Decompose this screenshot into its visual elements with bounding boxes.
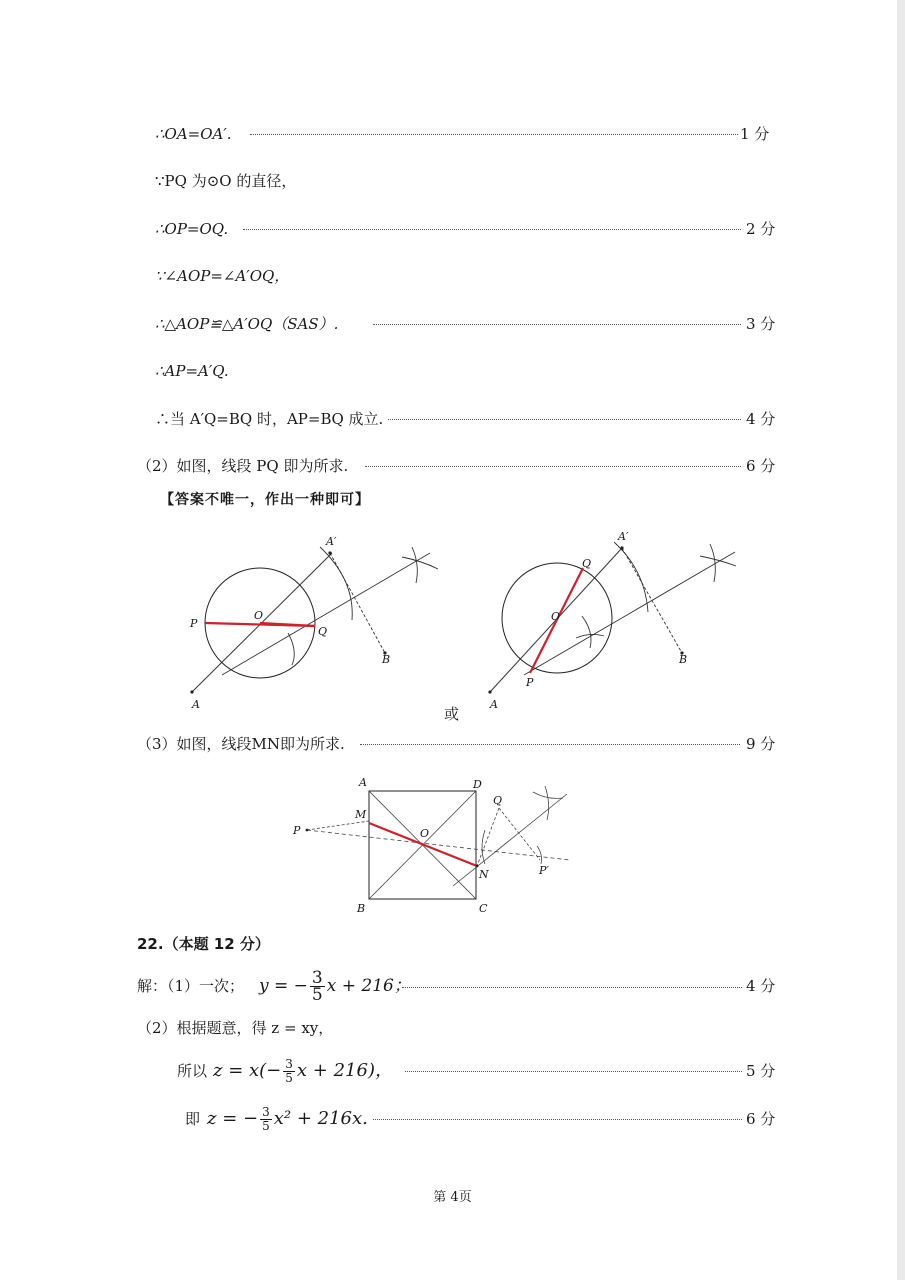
label-p: P: [526, 676, 534, 689]
part2-line: [0, 452, 905, 480]
label-b: B: [382, 653, 391, 666]
figure-2: [480, 520, 740, 715]
proof-text: ∴AP=A′Q.: [155, 362, 229, 380]
frac-den: 5: [262, 1118, 270, 1133]
arc-a2: [320, 547, 352, 620]
score-points: 2 分: [746, 220, 776, 238]
label-o: O: [551, 610, 561, 623]
leader-dots: [243, 229, 741, 230]
label-p: P: [293, 824, 301, 837]
score-points: 1 分: [740, 125, 770, 143]
score-points: 6 分: [746, 457, 776, 475]
label-n: N: [479, 868, 489, 881]
q22-part2-line: [0, 1014, 905, 1042]
point-p: [306, 829, 309, 832]
proof-line-7: [0, 405, 905, 433]
frac-num: 3: [262, 1104, 270, 1119]
eq2-left: z = x(−: [213, 1060, 282, 1081]
note-text: 【答案不唯一，作出一种即可】: [160, 492, 370, 508]
arc-mark-2: [545, 786, 549, 820]
label-o: O: [420, 827, 430, 840]
part2-text: （2）根据题意，得 z = xy，: [137, 1019, 334, 1037]
q22-ji-line: [0, 1095, 905, 1143]
note-line: [0, 486, 905, 514]
arc-mark-3: [288, 633, 294, 665]
label-q: Q: [582, 557, 592, 570]
dashed-p-p2: [307, 830, 570, 860]
proof-line-3: [0, 215, 905, 243]
label-a-prime: A′: [618, 530, 629, 543]
leader-dots: [365, 466, 741, 467]
bisector-line: [453, 794, 567, 886]
point-a: [190, 690, 193, 693]
part3-line: [0, 730, 905, 758]
label-o: O: [254, 609, 264, 622]
proof-line-6: [0, 357, 905, 385]
proof-line-2: [0, 167, 905, 195]
label-m: M: [355, 808, 367, 821]
frac-num: 3: [285, 1056, 293, 1071]
proof-text: （2）如图，线段 PQ 即为所求.: [137, 457, 349, 475]
point-a: [488, 690, 491, 693]
dashed-q-p2: [499, 808, 540, 860]
arc-a2: [614, 542, 648, 612]
label-p-prime: P′: [539, 864, 549, 877]
leader-dots: [388, 419, 741, 420]
figure-or-line: [0, 700, 905, 728]
leader-dots: [402, 987, 742, 988]
arc-mark-1: [412, 547, 417, 583]
arc-mark-4: [537, 846, 542, 864]
q22-heading-line: [0, 930, 905, 958]
q22-so-line: [0, 1046, 905, 1096]
proof-line-5: [0, 310, 905, 338]
frac-den: 5: [311, 985, 323, 1005]
equation-1: [259, 960, 411, 1012]
proof-line-1: [0, 120, 905, 148]
label-d: D: [473, 778, 482, 791]
ji-prefix: 即: [185, 1110, 201, 1128]
leader-dots: [373, 1119, 742, 1120]
label-p: P: [190, 617, 198, 630]
fraction: [310, 970, 325, 1003]
proof-text: ∴OA=OA′.: [155, 125, 232, 143]
label-a: A: [359, 776, 367, 789]
point-a2: [620, 546, 623, 549]
arc-mark-2: [700, 556, 736, 566]
proof-text: ∵PQ 为⊙O 的直径，: [155, 172, 297, 190]
score-points: 4 分: [746, 977, 776, 995]
score-points: 5 分: [746, 1062, 776, 1080]
leader-dots: [250, 134, 738, 135]
point-n: [476, 865, 479, 868]
label-b: B: [679, 653, 688, 666]
score-points: 3 分: [746, 315, 776, 333]
q22-solution-line: [0, 960, 905, 1012]
arc-mark-1: [710, 544, 715, 582]
figure-3: [285, 770, 585, 920]
arc-mark-3: [582, 616, 591, 648]
proof-text: ∵∠AOP=∠A′OQ，: [155, 267, 290, 285]
proof-text: ∴当 A′Q=BQ 时，AP=BQ 成立.: [155, 410, 384, 428]
leader-dots: [360, 744, 740, 745]
frac-den: 5: [285, 1070, 293, 1085]
label-q: Q: [318, 625, 328, 638]
eq2-right: x + 216)，: [296, 1060, 393, 1081]
label-b: B: [357, 902, 366, 915]
label-a: A: [490, 698, 498, 711]
score-points: 9 分: [746, 735, 776, 753]
page-footer: 第 4页: [433, 1190, 472, 1205]
equation-3: [207, 1095, 368, 1143]
q22-heading: 22.（本题 12 分）: [137, 935, 270, 953]
figure-or: 或: [444, 705, 460, 723]
score-points: 4 分: [746, 410, 776, 428]
label-a: A: [192, 698, 200, 711]
fraction: [283, 1058, 295, 1085]
fraction: [260, 1106, 272, 1133]
dashed-a2-b: [622, 548, 682, 653]
label-q: Q: [493, 794, 503, 807]
so-prefix: 所以: [177, 1062, 208, 1080]
frac-num: 3: [311, 968, 323, 988]
eq3-left: z = −: [207, 1108, 259, 1129]
point-a2: [328, 551, 331, 554]
proof-text: ∴OP=OQ.: [155, 220, 229, 238]
proof-line-4: [0, 262, 905, 290]
label-c: C: [479, 902, 488, 915]
proof-text: （3）如图，线段MN即为所求.: [137, 735, 345, 753]
leader-dots: [373, 324, 741, 325]
score-points: 6 分: [746, 1110, 776, 1128]
label-a-prime: A′: [326, 535, 337, 548]
dashed-p-m: [307, 821, 369, 830]
equation-2: [213, 1046, 393, 1096]
eq1-right: x + 216；: [326, 976, 411, 996]
proof-text: ∴△AOP≌△A′OQ（SAS）.: [155, 315, 339, 333]
eq3-right: x² + 216x.: [273, 1108, 368, 1129]
figure-1: [180, 525, 440, 715]
eq1-left: y = −: [259, 976, 308, 996]
solution-prefix: 解：（1）一次；: [137, 977, 245, 995]
leader-dots: [405, 1071, 742, 1072]
